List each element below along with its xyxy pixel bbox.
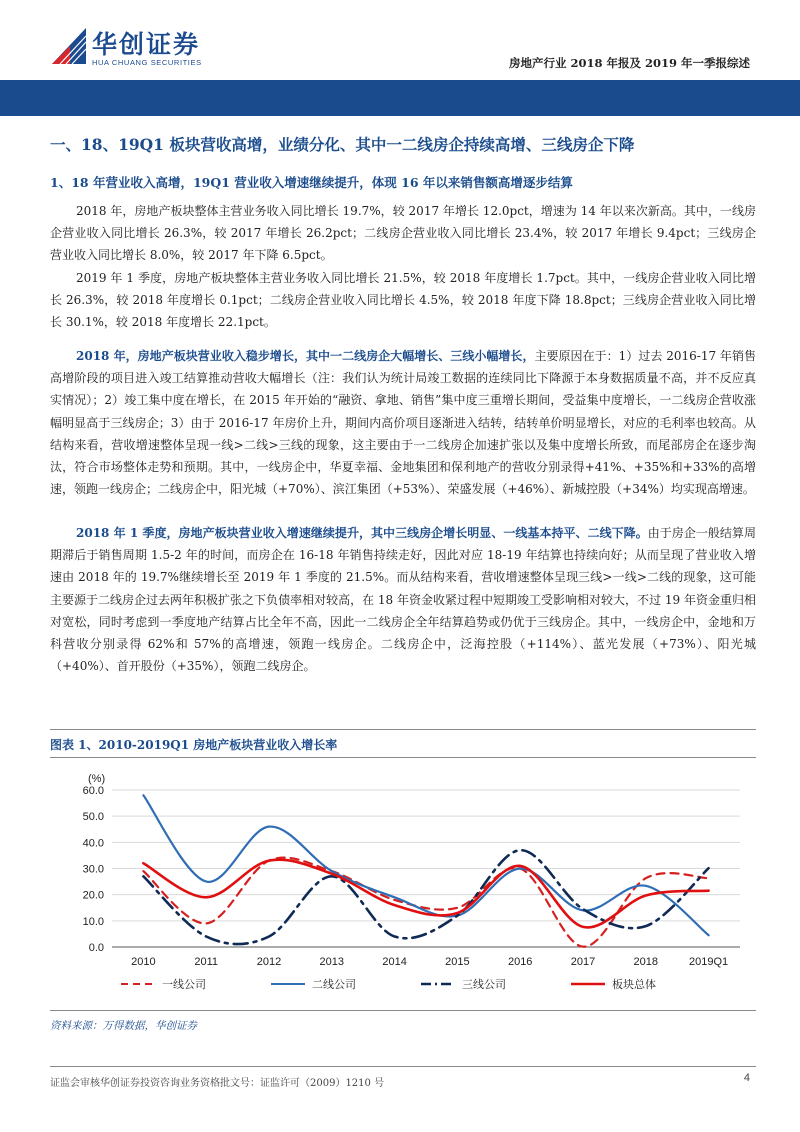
legend-swatch-dashdot-icon (420, 979, 456, 989)
footer-rule (50, 1066, 756, 1067)
figure-top-rule (50, 729, 756, 730)
paragraph-2018-analysis-body: 主要原因在于：1）过去 2016-17 年销售高增阶段的项目进入竣工结算推动营收大幅增长（注：我们认为统计局竣工数据的连续同比下降源于本身数据质量不高，并不反应真实情况）；2）竣工集中度在增长，在 2015 年开始的“融资、拿地、销售”集中度三重增长期间，受益集中度增长，一二线房企营收涨幅明显高于三线房企；3）由于 2016-17 年房价上升，期间内高价项目逐渐进入结转，结转单价明显增长，对应的毛利率也较高。从结构来看，营收增速整体呈现一线>二线>三线的现象，这主要由于一二线房企加速扩张以及集中度增长所致，而尾部房企在逐步淘汰，符合市场整体走势和预期。其中，一线房企中，华夏幸福、金地集团和保利地产的营收分别录得+41%、+35%和+33%的高增速，领跑一线房企；二线房企中，阳光城（+70%）、滨江集团（+53%）、荣盛发展（+46%）、新城控股（+34%）均实现高增速。 (50, 349, 756, 497)
legend-label-total: 板块总体 (612, 978, 656, 991)
legend-label-tier2: 二线公司 (312, 978, 356, 991)
y-tick-label: 40.0 (82, 837, 104, 850)
paragraph-q1-analysis-body: 由于房企一般结算周期滞后于销售周期 1.5-2 年的时间，而房企在 16-18 年销售持续走好，因此对应 18-19 年结算也持续向好；从而呈现了营业收入增速由 2018 年的 19.7%继续增长至 2019 年 1 季度的 21.5%。而从结构来看，营收增速整体呈现三线>一线>二线的现象，这可能主要源于二线房企过去两年积极扩张之下负债率相对较高，在 18 年资金收紧过程中短期竣工受影响相对较大，不过 19 年资金重归相对宽松，同时考虑到一季度地产结算占比全年不高，因此一二线房企全年结算趋势或仍优于三线房企。其中，一线房企中，金地和万科营收分别录得 62%和 57%的高增速，领跑一线房企。二线房企中，泛海控股（+114%）、蓝光发展（+73%）、阳光城（+40%）、首开股份（+35%），领跑二线房企。 (50, 526, 756, 674)
x-tick-label: 2013 (319, 956, 345, 968)
paragraph-q1-analysis (50, 522, 756, 677)
y-tick-label: 10.0 (82, 915, 104, 928)
series-line-3 (143, 850, 708, 944)
chart-legend (100, 972, 740, 996)
y-tick-label: 50.0 (82, 811, 104, 824)
section-subtitle: 1、18 年营业收入高增，19Q1 营业收入增速继续提升，体现 16 年以来销售额高增逐步结算 (50, 175, 573, 190)
paragraph-q1-analysis-lead: 2018 年 1 季度，房地产板块营业收入增速继续提升，其中三线房企增长明显、一线基本持平、二线下降。 (76, 526, 648, 540)
legend-item-tier3 (420, 972, 506, 996)
y-tick-label: 20.0 (82, 889, 104, 902)
y-tick-label: 30.0 (82, 863, 104, 876)
figure-title: 图表 1、2010-2019Q1 房地产板块营业收入增长率 (50, 738, 338, 752)
x-tick-label: 2011 (194, 956, 219, 968)
legend-swatch-dash-icon (120, 979, 156, 989)
x-tick-label: 2012 (256, 956, 282, 968)
x-tick-label: 2015 (445, 956, 470, 968)
header-band (0, 80, 800, 116)
legend-swatch-thick-icon (570, 979, 606, 989)
y-tick-label: 0.0 (88, 942, 104, 954)
y-axis-unit-label: (%) (88, 773, 106, 785)
legend-label-tier1: 一线公司 (162, 978, 206, 991)
x-tick-label: 2010 (131, 956, 156, 968)
legend-swatch-solid-icon (270, 979, 306, 989)
legend-item-tier1 (120, 972, 206, 996)
report-title: 房地产行业 2018 年报及 2019 年一季报综述 (508, 56, 750, 70)
x-tick-label: 2017 (570, 956, 596, 968)
logo-mark-icon (50, 24, 88, 66)
section-title: 一、18、19Q1 板块营收高增，业绩分化、其中一二线房企持续高增、三线房企下降 (50, 135, 635, 154)
legend-label-tier3: 三线公司 (462, 978, 506, 991)
figure-bottom-rule (50, 1010, 756, 1011)
revenue-growth-line-chart (50, 762, 750, 972)
footer-license-note: 证监会审核华创证券投资咨询业务资格批文号：证监许可（2009）1210 号 (50, 1078, 385, 1089)
brand-name-cn: 华创证券 (92, 30, 201, 59)
paragraph-2018-analysis-lead: 2018 年，房地产板块营业收入稳步增长，其中一二线房企大幅增长、三线小幅增长， (76, 349, 535, 363)
figure-title-rule (50, 757, 756, 758)
legend-item-tier2 (270, 972, 356, 996)
x-tick-label: 2019Q1 (689, 956, 729, 968)
x-tick-label: 2014 (382, 956, 407, 968)
brand-name-en: HUA CHUANG SECURITIES (92, 58, 202, 67)
paragraph-2019q1-summary: 2019 年 1 季度，房地产板块整体主营业务收入同比增长 21.5%，较 2018 年度增长 1.7pct。其中，一线房企营业收入同比增长 26.3%，较 2018 年度增长 0.1pct；二线房企营业收入同比增长 4.5%，较 2018 年度下降 18.8pct；三线房企营业收入同比增长 30.1%，较 2018 年度增长 22.1pct。 (50, 271, 756, 330)
y-tick-label: 60.0 (82, 785, 104, 797)
paragraph-2018-summary: 2018 年，房地产板块整体主营业务收入同比增长 19.7%，较 2017 年增长 12.0pct，增速为 14 年以来次新高。其中，一线房企营业收入同比增长 26.3%，较 2017 年增长 26.2pct；二线房企营业收入同比增长 23.4%，较 2017 年增长 9.4pct；三线房企营业收入同比增长 8.0%，较 2017 年下降 6.5pct。 (50, 204, 756, 263)
page-number: 4 (743, 1072, 750, 1084)
x-tick-label: 2018 (633, 956, 659, 968)
legend-item-total (570, 972, 656, 996)
paragraph-2018-analysis (50, 345, 756, 500)
company-logo (50, 24, 88, 70)
x-tick-label: 2016 (507, 956, 533, 968)
figure-source: 资料来源：万得数据，华创证券 (50, 1020, 197, 1032)
